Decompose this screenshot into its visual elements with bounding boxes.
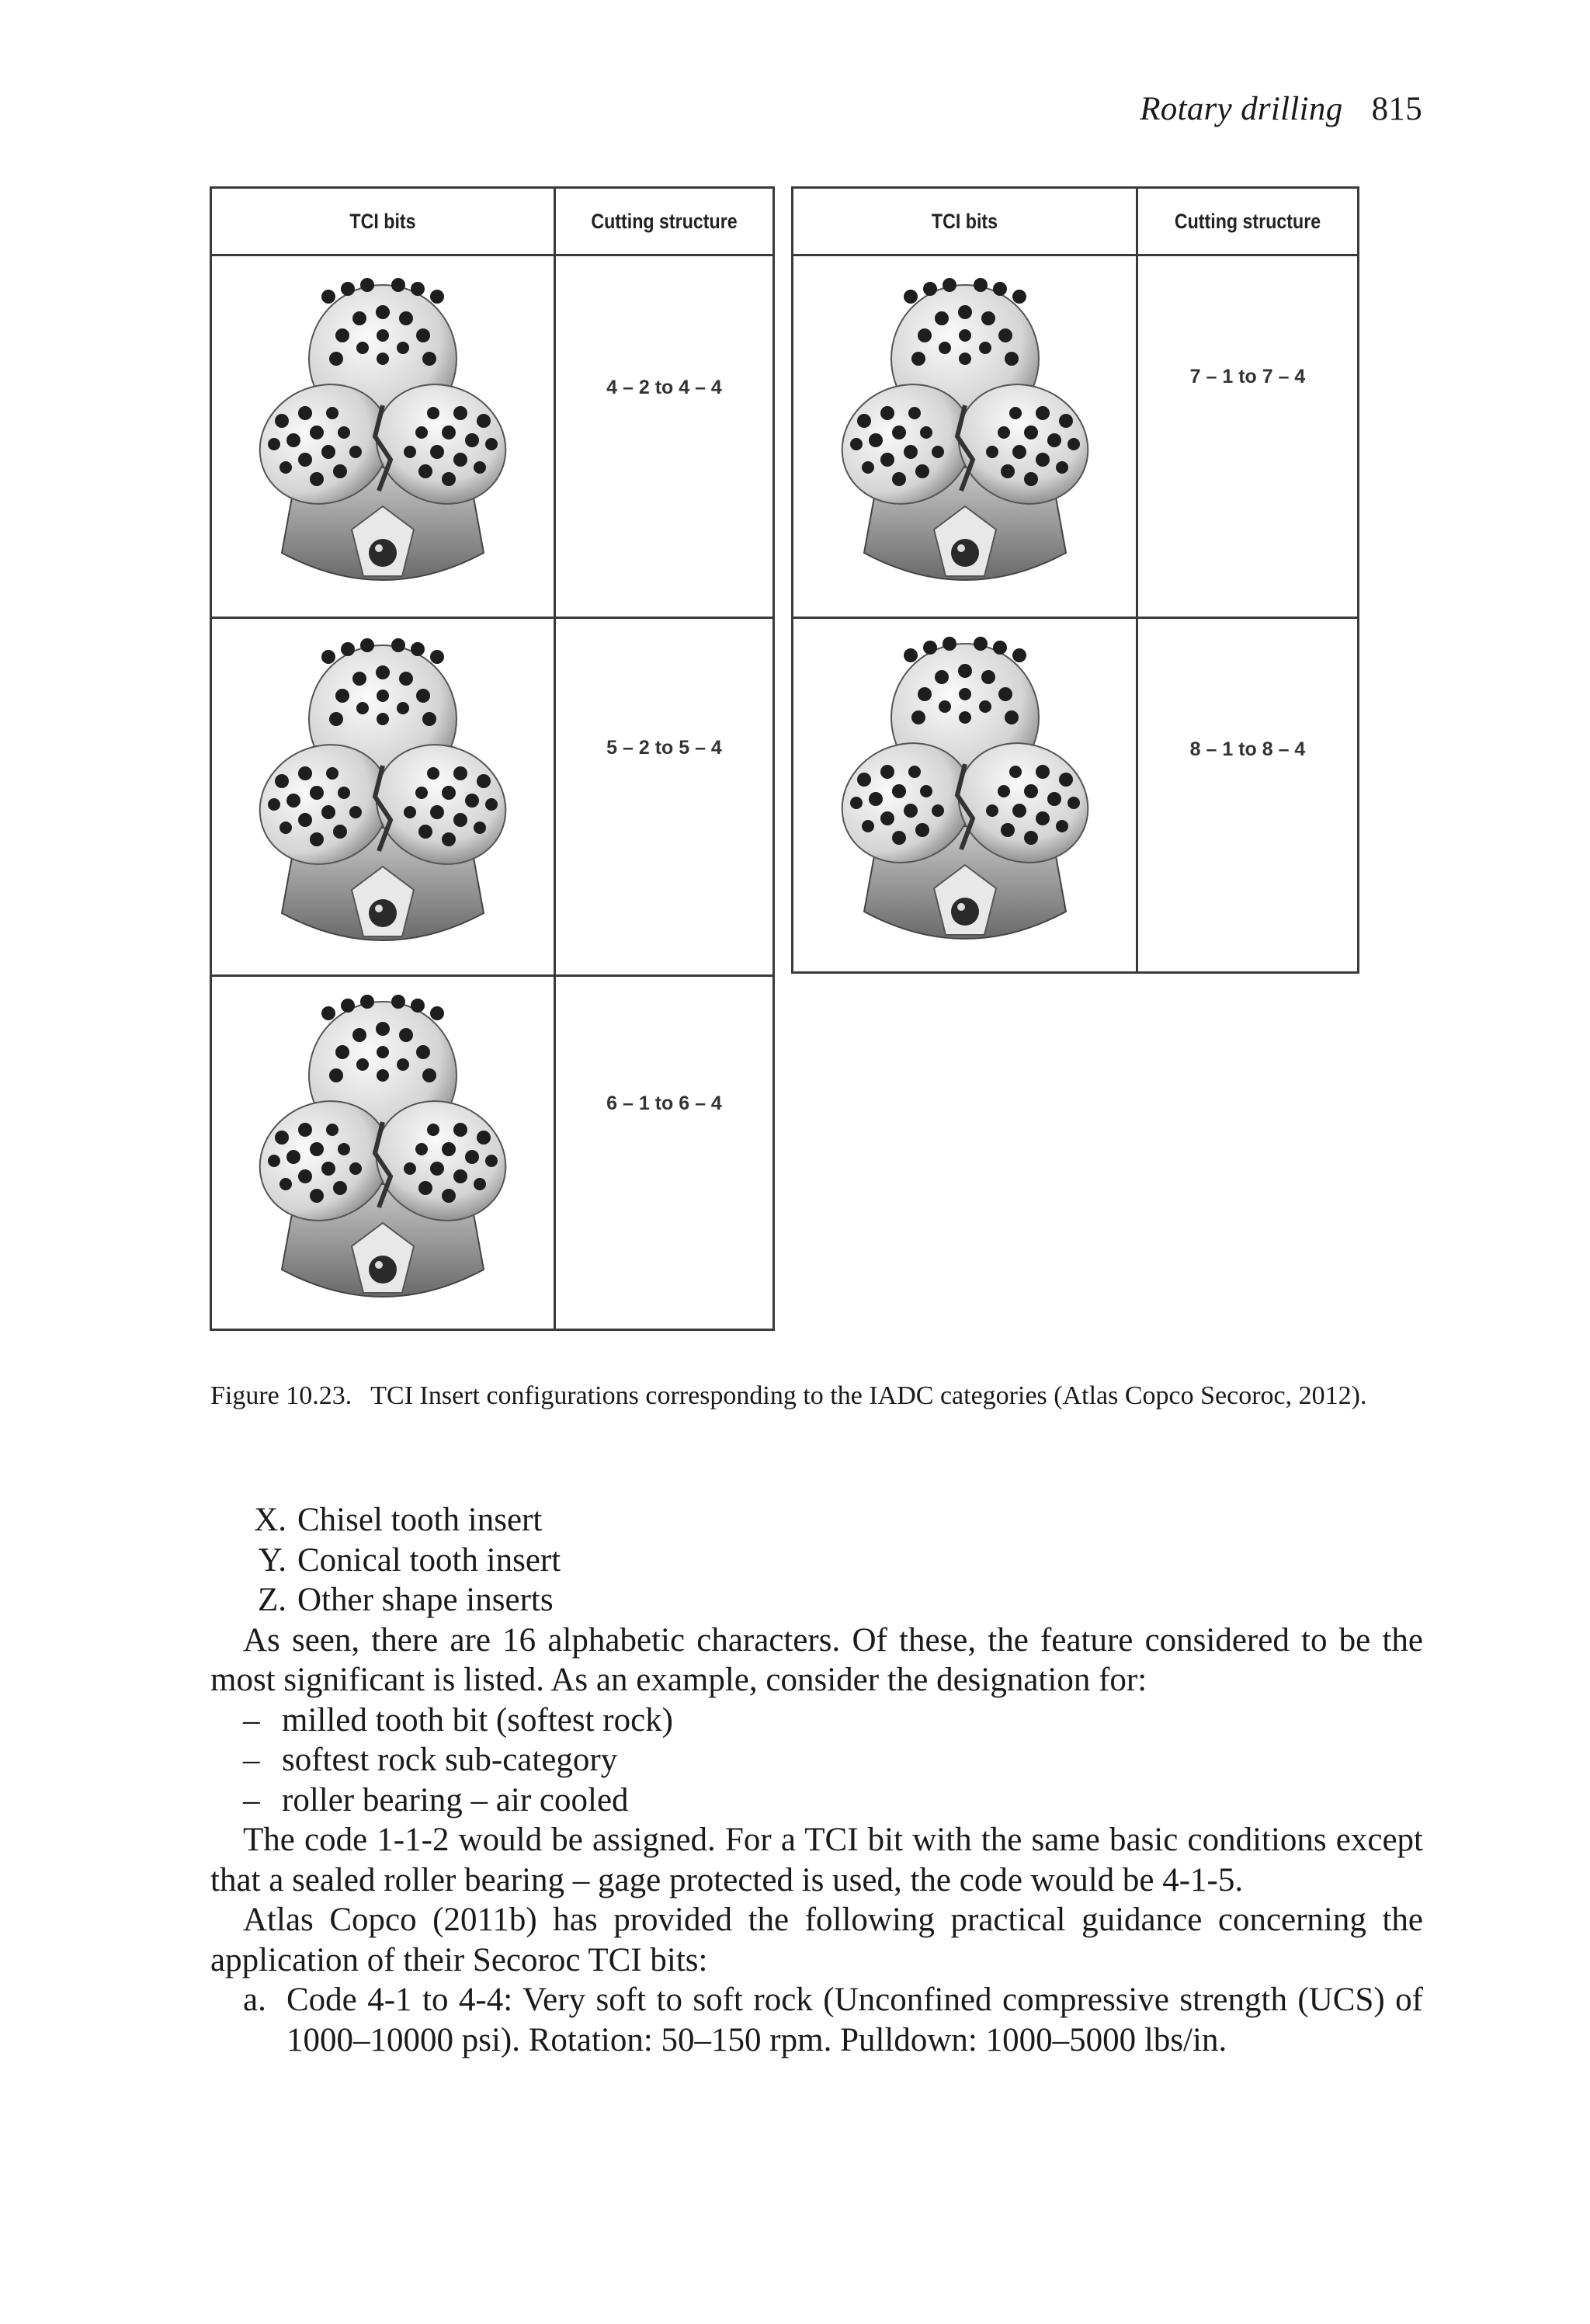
list-text: Code 4-1 to 4-4: Very soft to soft rock (Unconfined compressive strength (UCS) of 1000–10000 psi). Rotation: 50–150 rpm. Pulldown: 1000–5000 lbs/in. (286, 1982, 1423, 2058)
cutting-structure-code: 6 – 1 to 6 – 4 (606, 1093, 722, 1114)
list-marker: Z. (257, 1582, 286, 1618)
cutting-structure-code: 8 – 1 to 8 – 4 (1189, 738, 1306, 760)
cutting-structure-code: 4 – 2 to 4 – 4 (606, 377, 722, 398)
column-divider (1136, 189, 1138, 971)
list-text: roller bearing – air cooled (282, 1781, 629, 1819)
paragraph: As seen, there are 16 alphabetic characters. Of these, the feature considered to be the most significant is listed. As an example, consider the designation for: (210, 1621, 1423, 1698)
running-head-title: Rotary drilling (1140, 91, 1343, 127)
list-item (210, 1580, 1423, 1621)
tci-bit-image-6 (212, 977, 554, 1329)
tci-bit-image-8 (793, 619, 1136, 971)
list-marker: – (243, 1781, 260, 1819)
caption-text: TCI Insert configurations corresponding to the IADC categories (Atlas Copco Secoroc, 2012). (370, 1381, 1367, 1410)
cutting-structure-code: 7 – 1 to 7 – 4 (1189, 366, 1306, 387)
tci-bit-image-5 (212, 619, 554, 974)
figure-label: Figure 10.23. (210, 1381, 352, 1410)
list-text: milled tooth bit (softest rock) (282, 1701, 673, 1739)
list-marker: a. (243, 1982, 266, 2018)
header-cutting-structure: Cutting structure (1154, 189, 1342, 256)
figure-caption (210, 1376, 1423, 1416)
tci-table-right (791, 186, 1359, 974)
list-item (210, 1700, 1423, 1741)
list-item (210, 1500, 1423, 1541)
tci-table-left (210, 186, 775, 1331)
list-text: Other shape inserts (297, 1582, 554, 1618)
header-tci-bits: TCI bits (818, 189, 1112, 256)
paragraph: Atlas Copco (2011b) has provided the following practical guidance concerning the application of their Secoroc TCI bits: (210, 1902, 1423, 1978)
list-marker: X. (254, 1502, 286, 1538)
list-item (210, 1780, 1423, 1821)
list-text: softest rock sub-category (282, 1742, 618, 1778)
list-item (210, 1740, 1423, 1780)
list-text: Conical tooth insert (297, 1541, 561, 1579)
list-marker: – (243, 1742, 260, 1778)
list-marker: Y. (258, 1541, 286, 1579)
list-text: Chisel tooth insert (297, 1502, 543, 1538)
running-head (1140, 90, 1422, 128)
page-number: 815 (1371, 91, 1422, 127)
tci-bit-image-7 (793, 256, 1136, 617)
list-item (210, 1541, 1423, 1581)
list-item (210, 1980, 1423, 2060)
body-text (210, 1500, 1423, 2060)
list-marker: – (243, 1701, 260, 1739)
tci-bit-image-4 (212, 256, 554, 617)
header-tci-bits: TCI bits (236, 189, 529, 256)
header-cutting-structure: Cutting structure (571, 189, 758, 256)
cutting-structure-code: 5 – 2 to 5 – 4 (606, 737, 722, 759)
paragraph: The code 1-1-2 would be assigned. For a TCI bit with the same basic conditions except that a sealed roller bearing – gage protected is used, the code would be 4-1-5. (210, 1822, 1423, 1898)
